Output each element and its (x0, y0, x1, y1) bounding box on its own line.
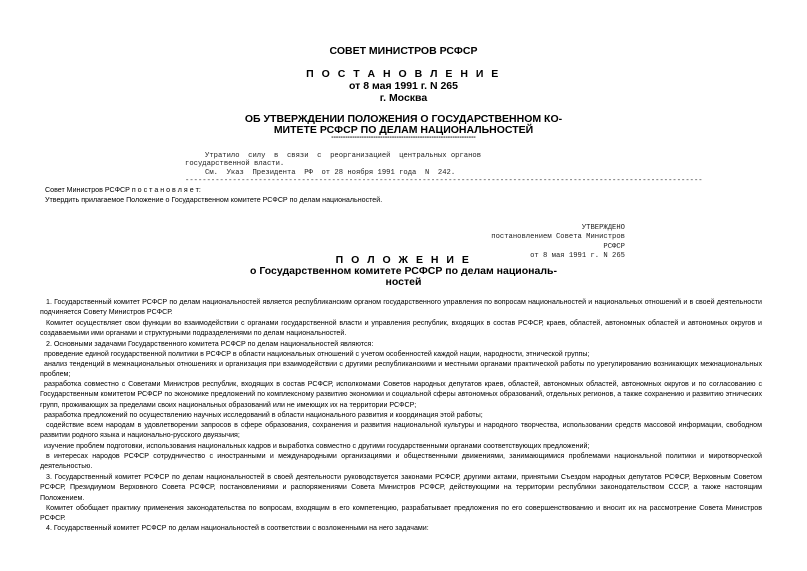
paragraph-8: содействие всем народам в удовлетворении запросов в сфере образования, сохранения и развития национальной культуры и народного творчества, использовании средств массовой информации, свободном развитии родного языка и национально-русского двуязычия; (40, 421, 762, 440)
note-line-3: См. Указ Президента РФ от 28 ноября 1991 года N 242. (205, 169, 456, 177)
note-line-1: Утратило силу в связи с реорганизацией центральных органов (205, 152, 482, 160)
paragraph-11: 3. Государственный комитет РСФСР по делам национальностей в своей деятельности руководствуется законами РСФСР, другими актами, принятыми Съездом народных депутатов РСФСР, Верховным Советом РСФСР, Президиумом Верховного Совета РСФСР, постановлениями и распоряжениями Совета Министров РСФСР, действующими на территории республики законодательством СССР, а также настоящим Положением. (40, 473, 762, 502)
document-city: г. Москва (379, 92, 428, 104)
paragraph-12: Комитет обобщает практику применения законодательства по вопросам, входящим в его компетенцию, разрабатывает предложения по его совершенствованию и вносит их на рассмотрение Совета Министров РСФСР. (40, 504, 762, 523)
paragraph-1: 1. Государственный комитет РСФСР по делам национальностей является республиканским органом государственного управления по вопросам национальностей и национальных отношений и в своей деятельности подчиняется Совету Министров РСФСР. (40, 298, 762, 317)
paragraph-10: в интересах народов РСФСР сотрудничество с иностранными и международными организациями и общественными движениями, занимающимися проблемами национальной политики и миротворческой деятельностью. (40, 452, 762, 471)
council-name: СОВЕТ МИНИСТРОВ РСФСР (329, 45, 478, 57)
paragraph-4: проведение единой государственной политики в РСФСР в области национальных отношений с учетом особенностей каждой нации, народности, этнической группы; (44, 350, 590, 358)
approval-line-4: от 8 мая 1991 г. N 265 (530, 252, 625, 261)
paragraph-9: изучение проблем подготовки, использования национальных кадров и выработка совместно с другими государственными органами соответствующих предложений; (44, 442, 590, 450)
paragraph-5: анализ тенденций в межнациональных отношениях и организация при взаимодействии с другими республиканскими и местными органами практической работы по урегулированию возникающих межнациональных проблем; (40, 360, 762, 379)
paragraph-7: разработка предложений по осуществлению научных исследований в области национального развития и координация этой работы; (44, 411, 483, 419)
title-underline: -------------------------------------------------------------- (331, 134, 476, 141)
note-rule: ------------------------------------------------------------------------------------------------------------------------ (185, 177, 703, 185)
document-title-line-1: ОБ УТВЕРЖДЕНИИ ПОЛОЖЕНИЯ О ГОСУДАРСТВЕННОМ КО- (244, 113, 563, 125)
preamble-line-1: Совет Министров РСФСР п о с т а н о в л я е т: (45, 186, 201, 194)
approval-line-3: РСФСР (603, 242, 625, 251)
note-line-2: государственной власти. (185, 160, 285, 168)
document-title-line-2: МИТЕТЕ РСФСР ПО ДЕЛАМ НАЦИОНАЛЬНОСТЕЙ (273, 124, 534, 136)
regulation-title: П О Л О Ж Е Н И Е (335, 254, 472, 266)
document-type: П О С Т А Н О В Л Е Н И Е (306, 68, 501, 80)
regulation-subtitle-line-1: о Государственном комитете РСФСР по делам националь- (250, 265, 557, 277)
paragraph-13: 4. Государственный комитет РСФСР по делам национальностей в соответствии с возложенными на него задачами: (46, 524, 429, 532)
preamble-line-2: Утвердить прилагаемое Положение о Государственном комитете РСФСР по делам национальностей. (45, 196, 383, 204)
approval-line-1: УТВЕРЖДЕНО (581, 224, 625, 232)
approval-line-2: постановлением Совета Министров (491, 233, 625, 242)
paragraph-2: Комитет осуществляет свои функции во взаимодействии с органами государственной власти и управления республик, входящих в состав РСФСР, краев, областей, автономных областей и автономных округов и создаваемыми ими органами и структурными подразделениями по делам национальностей. (40, 319, 762, 338)
document-date-number: от 8 мая 1991 г. N 265 (349, 80, 458, 92)
regulation-subtitle-line-2: ностей (385, 276, 422, 288)
paragraph-6: разработка совместно с Советами Министров республик, входящих в состав РСФСР, исполкомами Советов народных депутатов краев, областей, автономных областей, автономных округов и по согласованию с Государственным комитетом РСФСР по экономике предложений по комплексному развитию экономики и социальной сферы автономных образований, отдельных регионов, а также сохранению и развитию этнических групп, проживающих за пределами своих национальных образований или не имеющих их на территории РСФСР; (40, 380, 762, 409)
paragraph-3: 2. Основными задачами Государственного комитета РСФСР по делам национальностей являются: (46, 340, 374, 348)
